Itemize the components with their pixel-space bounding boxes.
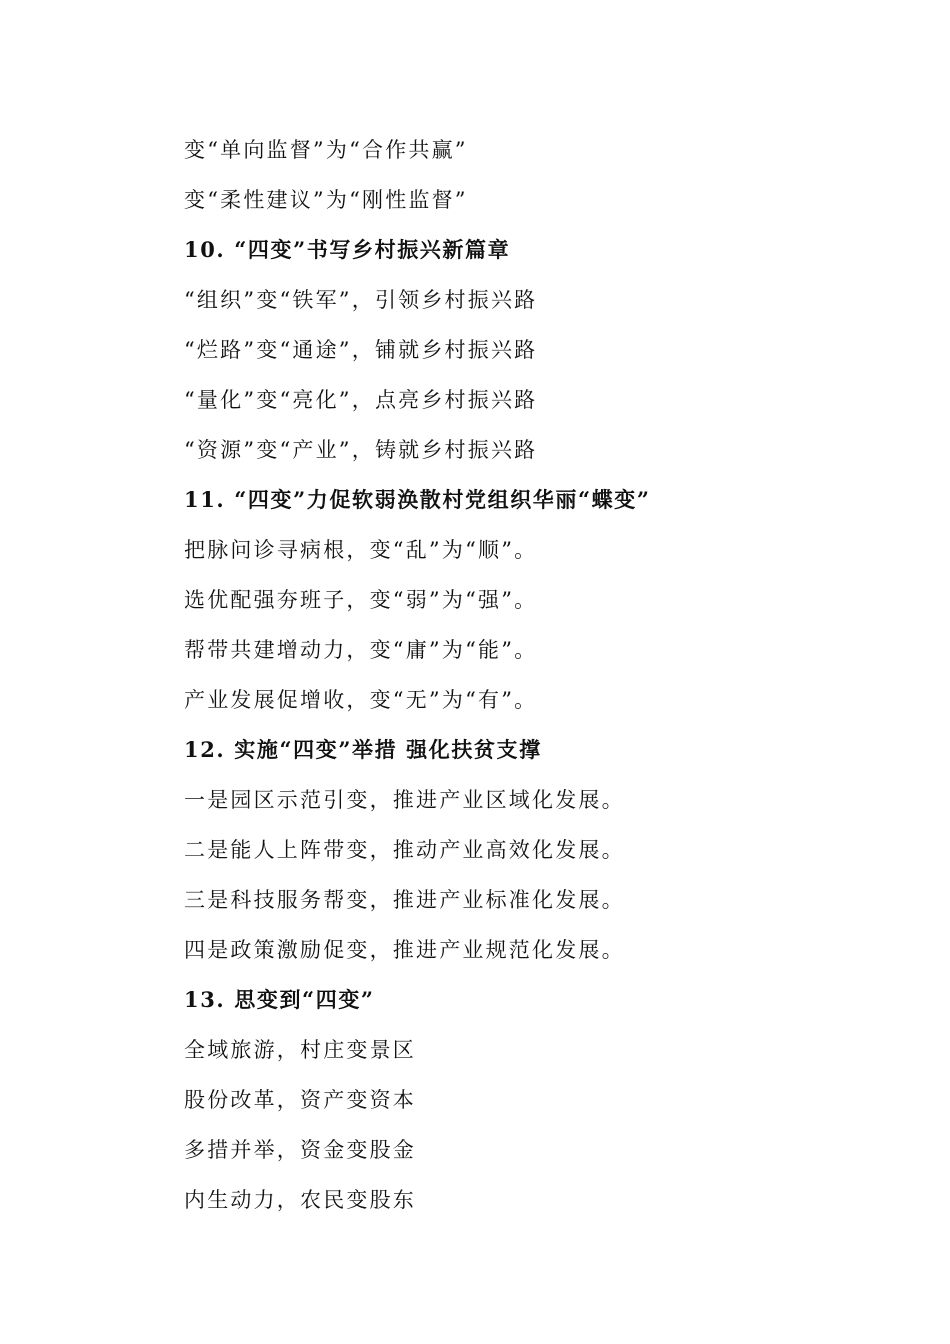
text-line: “组织”变“铁军”，引领乡村振兴路 — [184, 288, 538, 312]
text-line: “资源”变“产业”，铸就乡村振兴路 — [184, 438, 538, 462]
section-heading: 12. 实施“四变”举措 强化扶贫支撑 — [184, 737, 542, 762]
text-line: 四是政策激励促变，推进产业规范化发展。 — [184, 938, 625, 962]
section-heading: 11. “四变”力促软弱涣散村党组织华丽“蝶变” — [184, 487, 651, 512]
section-heading: 10. “四变”书写乡村振兴新篇章 — [184, 237, 511, 262]
text-line: 内生动力，农民变股东 — [184, 1188, 416, 1212]
text-line: “烂路”变“通途”，铺就乡村振兴路 — [184, 338, 538, 362]
section-heading: 13. 思变到“四变” — [184, 987, 375, 1012]
text-line: 一是园区示范引变，推进产业区域化发展。 — [184, 788, 625, 812]
text-line: 多措并举，资金变股金 — [184, 1138, 416, 1162]
text-line: 变“柔性建议”为“刚性监督” — [184, 188, 468, 212]
text-line: 全域旅游，村庄变景区 — [184, 1038, 416, 1062]
text-line: 三是科技服务帮变，推进产业标准化发展。 — [184, 888, 625, 912]
text-line: 产业发展促增收，变“无”为“有”。 — [184, 688, 538, 712]
document-body — [184, 133, 904, 1233]
text-line: “量化”变“亮化”，点亮乡村振兴路 — [184, 388, 538, 412]
text-line: 帮带共建增动力，变“庸”为“能”。 — [184, 638, 538, 662]
text-line: 二是能人上阵带变，推动产业高效化发展。 — [184, 838, 625, 862]
text-line: 变“单向监督”为“合作共赢” — [184, 138, 468, 162]
text-line: 选优配强夯班子，变“弱”为“强”。 — [184, 588, 538, 612]
text-line: 股份改革，资产变资本 — [184, 1088, 416, 1112]
text-line: 把脉问诊寻病根，变“乱”为“顺”。 — [184, 538, 538, 562]
